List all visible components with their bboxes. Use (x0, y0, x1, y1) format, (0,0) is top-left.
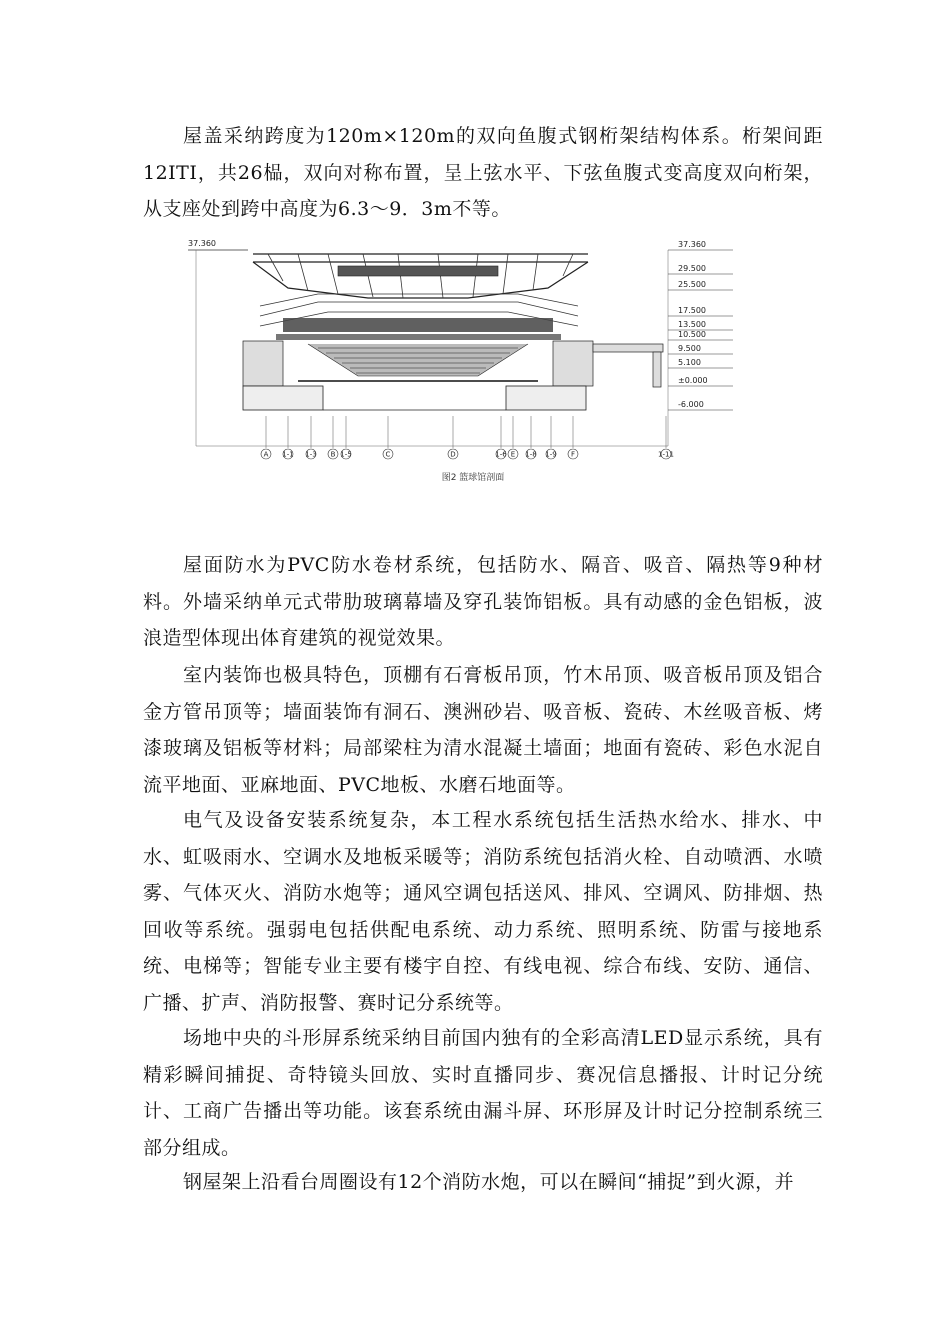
paragraph-interior-decoration: 室内装饰也极具特色，顶棚有石膏板吊顶，竹木吊顶、吸音板吊顶及铝合金方管吊顶等；墙面装饰有洞石、澳洲砂岩、吸音板、瓷砖、木丝吸音板、烤漆玻璃及铝板等材料；局部梁柱为清水混凝土墙面；地面有瓷砖、彩色水泥自流平地面、亚麻地面、PVC地板、水磨石地面等。 (143, 664, 823, 796)
elevation-right-label-0: 37.360 (678, 240, 706, 249)
axis-label: B (330, 450, 336, 459)
axis-grid (261, 416, 674, 459)
paragraph-roof-waterproofing: 屋面防水为PVC防水卷材系统，包括防水、隔音、吸音、隔热等9种材料。外墙采纳单元式带肋玻璃幕墙及穿孔装饰铝板。具有动感的金色铝板，波浪造型体现出体育建筑的视觉效果。 (143, 554, 823, 649)
axis-label: A (263, 450, 269, 459)
paragraph-electrical-systems: 电气及设备安装系统复杂，本工程水系统包括生活热水给水、排水、中水、虹吸雨水、空调水及地板采暖等；消防系统包括消火栓、自动喷洒、水喷雾、气体灭火、消防水炮等；通风空调包括送风、排风、空调风、防排烟、热回收等系统。强弱电包括供配电系统、动力系统、照明系统、防雷与接地系统、电梯等；智能专业主要有楼宇自控、有线电视、综合布线、安防、通信、广播、扩声、消防报警、赛时记分系统等。 (143, 809, 823, 1014)
axis-label: F (570, 450, 576, 459)
elevation-right-label-6: 9.500 (678, 344, 701, 353)
elevation-right-label-5: 10.500 (678, 330, 706, 339)
axis-label: D (450, 450, 456, 459)
elevation-right-label-9: -6.000 (678, 400, 704, 409)
paragraph-fire-cannons: 钢屋架上沿看台周圈设有12个消防水炮，可以在瞬间“捕捉”到火源，并 (183, 1171, 795, 1193)
elevation-right-label-4: 13.500 (678, 320, 706, 329)
elevation-right-label-1: 29.500 (678, 264, 706, 273)
axis-label: 1-11 (658, 450, 674, 459)
axis-label: 1-8 (525, 450, 537, 459)
figure-caption: 图2 篮球馆剖面 (441, 473, 505, 483)
basketball-hall-section-drawing (188, 236, 758, 468)
elevation-right-label-3: 17.500 (678, 306, 706, 315)
axis-label: E (510, 450, 516, 459)
paragraph-roof-structure: 屋盖采纳跨度为120m×120m的双向鱼腹式钢桁架结构体系。桁架间距12ITI，共26榀，双向对称布置，呈上弦水平、下弦鱼腹式变高度双向桁架，从支座处到跨中高度为6.3～9．3m不等。 (143, 125, 823, 220)
elevation-left-label: 37.360 (188, 239, 216, 248)
elevation-right-label-7: 5.100 (678, 358, 701, 367)
axis-label: 1-5 (340, 450, 352, 459)
axis-label: C (385, 450, 391, 459)
elevation-right-label-8: ±0.000 (678, 376, 708, 385)
section-drawing-figure (188, 236, 758, 492)
axis-label: 1-9 (545, 450, 557, 459)
axis-label: 1-6 (495, 450, 507, 459)
elevation-right-label-2: 25.500 (678, 280, 706, 289)
axis-label: 1-1 (282, 450, 294, 459)
paragraph-led-display: 场地中央的斗形屏系统采纳目前国内独有的全彩高清LED显示系统，具有精彩瞬间捕捉、奇特镜头回放、实时直播同步、赛况信息播报、计时记分统计、工商广告播出等功能。该套系统由漏斗屏、环形屏及计时记分控制系统三部分组成。 (143, 1027, 823, 1159)
axis-label: 1-3 (305, 450, 317, 459)
